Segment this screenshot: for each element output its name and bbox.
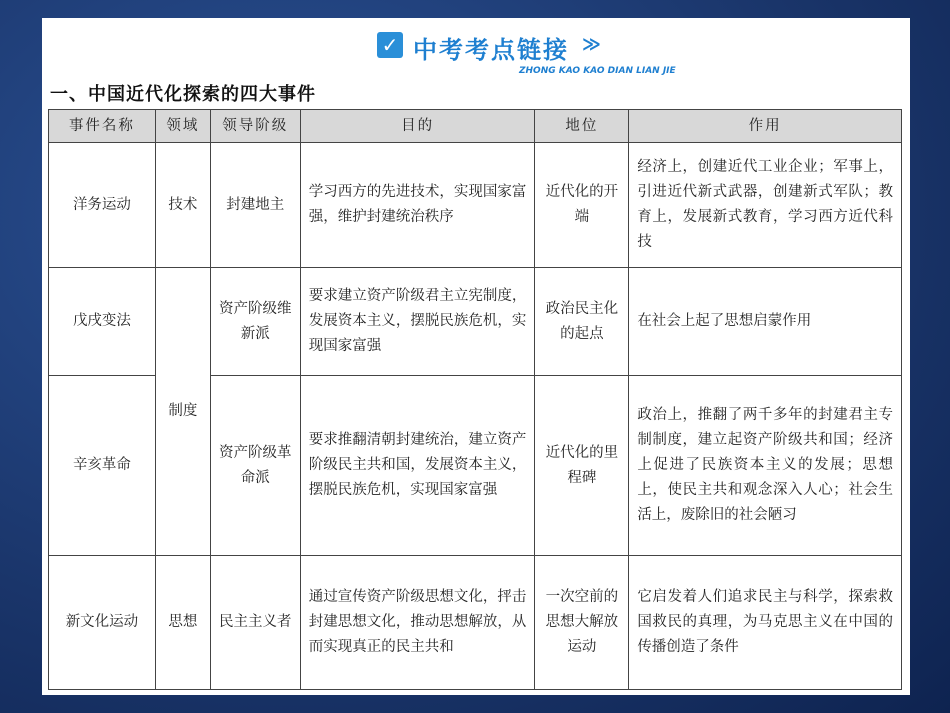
banner-title: 中考考点链接 [413,36,569,64]
effect: 经济上，创建近代工业企业；军事上，引进近代新式武器，创建新式军队；教育上，发展新式教育，学习西方近代科技 [629,143,902,268]
column-header: 目的 [300,110,535,143]
purpose: 通过宣传资产阶级思想文化，抨击封建思想文化，推动思想解放，从而实现真正的民主共和 [300,556,535,690]
column-header: 领导阶级 [210,110,300,143]
events-table [48,109,902,690]
field: 思想 [155,556,210,690]
section-title: 一、中国近代化探索的四大事件 [50,84,316,105]
column-header: 作用 [629,110,902,143]
slide-page [42,18,910,695]
table-row [49,268,902,376]
status: 一次空前的思想大解放运动 [535,556,629,690]
check-mark-icon: ✓ [377,32,403,58]
event-name: 辛亥革命 [49,376,156,556]
purpose: 学习西方的先进技术，实现国家富强，维护封建统治秩序 [300,143,535,268]
purpose: 要求建立资产阶级君主立宪制度，发展资本主义，摆脱民族危机，实现国家富强 [300,268,535,376]
double-arrow-icon: ≫ [582,34,601,55]
column-header: 领域 [155,110,210,143]
effect: 政治上，推翻了两千多年的封建君主专制制度，建立起资产阶级共和国；经济上促进了民族资本主义的发展；思想上，使民主共和观念深入人心；社会生活上，废除旧的社会陋习 [629,376,902,556]
banner-subtitle: ZHONG KAO KAO DIAN LIAN JIE [519,66,676,76]
field: 制度 [155,268,210,556]
banner [377,30,717,80]
leader: 民主主义者 [210,556,300,690]
leader: 资产阶级维新派 [210,268,300,376]
table-header-row [49,110,902,143]
effect: 它启发着人们追求民主与科学，探索救国救民的真理，为马克思主义在中国的传播创造了条件 [629,556,902,690]
leader: 封建地主 [210,143,300,268]
field: 技术 [155,143,210,268]
event-name: 戊戌变法 [49,268,156,376]
column-header: 地位 [535,110,629,143]
status: 近代化的开端 [535,143,629,268]
event-name: 新文化运动 [49,556,156,690]
effect: 在社会上起了思想启蒙作用 [629,268,902,376]
column-header: 事件名称 [49,110,156,143]
status: 政治民主化的起点 [535,268,629,376]
leader: 资产阶级革命派 [210,376,300,556]
status: 近代化的里程碑 [535,376,629,556]
purpose: 要求推翻清朝封建统治，建立资产阶级民主共和国，发展资本主义，摆脱民族危机，实现国家富强 [300,376,535,556]
table-row [49,143,902,268]
event-name: 洋务运动 [49,143,156,268]
table-row [49,556,902,690]
